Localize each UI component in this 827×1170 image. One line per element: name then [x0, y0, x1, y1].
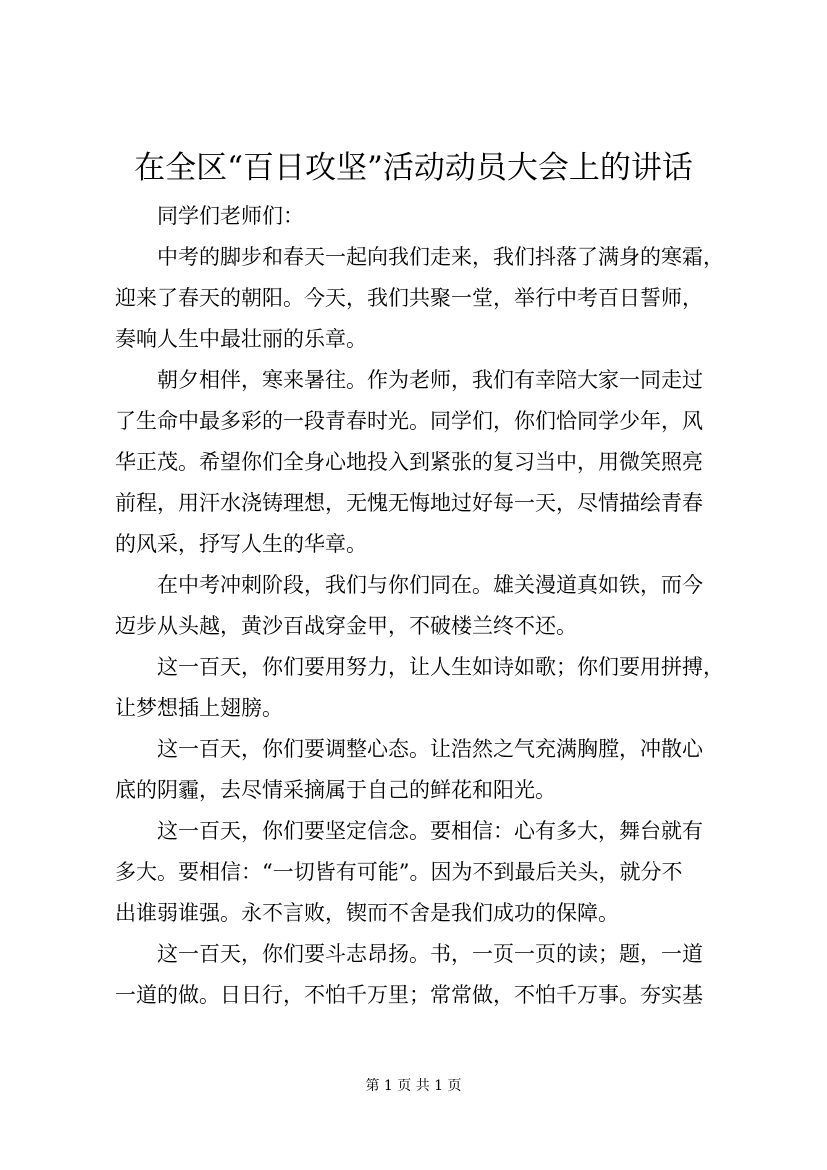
text-line: 这一百天，你们要斗志昂扬。书，一页一页的读；题，一道 [157, 942, 703, 966]
text-line: 的风采，抒写人生的华章。 [115, 532, 367, 556]
text-line: 多大。要相信：“一切皆有可能”。因为不到最后关头，就分不 [115, 860, 683, 884]
text-line: 了生命中最多彩的一段青春时光。同学们，你们恰同学少年，风 [115, 409, 703, 433]
text-line: 迎来了春天的朝阳。今天，我们共聚一堂，举行中考百日誓师， [115, 286, 703, 310]
text-line: 这一百天，你们要用努力，让人生如诗如歌；你们要用拼搏， [157, 655, 724, 679]
text-line: 在中考冲刺阶段，我们与你们同在。雄关漫道真如铁，而今 [157, 573, 703, 597]
text-line: 底的阴霾，去尽情采摘属于自己的鲜花和阳光。 [115, 778, 556, 802]
text-line: 让梦想插上翅膀。 [115, 696, 283, 720]
document-title: 在全区“百日攻坚”活动动员大会上的讲话 [134, 150, 693, 186]
page-footer: 第 1 页 共 1 页 [365, 1078, 462, 1094]
text-line: 出谁弱谁强。永不言败，锲而不舍是我们成功的保障。 [115, 901, 619, 925]
text-line: 奏响人生中最壮丽的乐章。 [115, 327, 367, 351]
text-line: 这一百天，你们要调整心态。让浩然之气充满胸膛，冲散心 [157, 737, 703, 761]
text-line: 迈步从头越，黄沙百战穿金甲，不破楼兰终不还。 [115, 614, 577, 638]
text-line: 同学们老师们： [157, 204, 304, 228]
text-line: 前程，用汗水浇铸理想，无愧无悔地过好每一天，尽情描绘青春 [115, 491, 703, 515]
text-line: 这一百天，你们要坚定信念。要相信：心有多大，舞台就有 [157, 819, 703, 843]
text-line: 华正茂。希望你们全身心地投入到紧张的复习当中，用微笑照亮 [115, 450, 703, 474]
text-line: 一道的做。日日行，不怕千万里；常常做，不怕千万事。夯实基 [115, 983, 703, 1007]
text-line: 中考的脚步和春天一起向我们走来，我们抖落了满身的寒霜， [157, 245, 724, 269]
text-line: 朝夕相伴，寒来暑往。作为老师，我们有幸陪大家一同走过 [157, 368, 703, 392]
